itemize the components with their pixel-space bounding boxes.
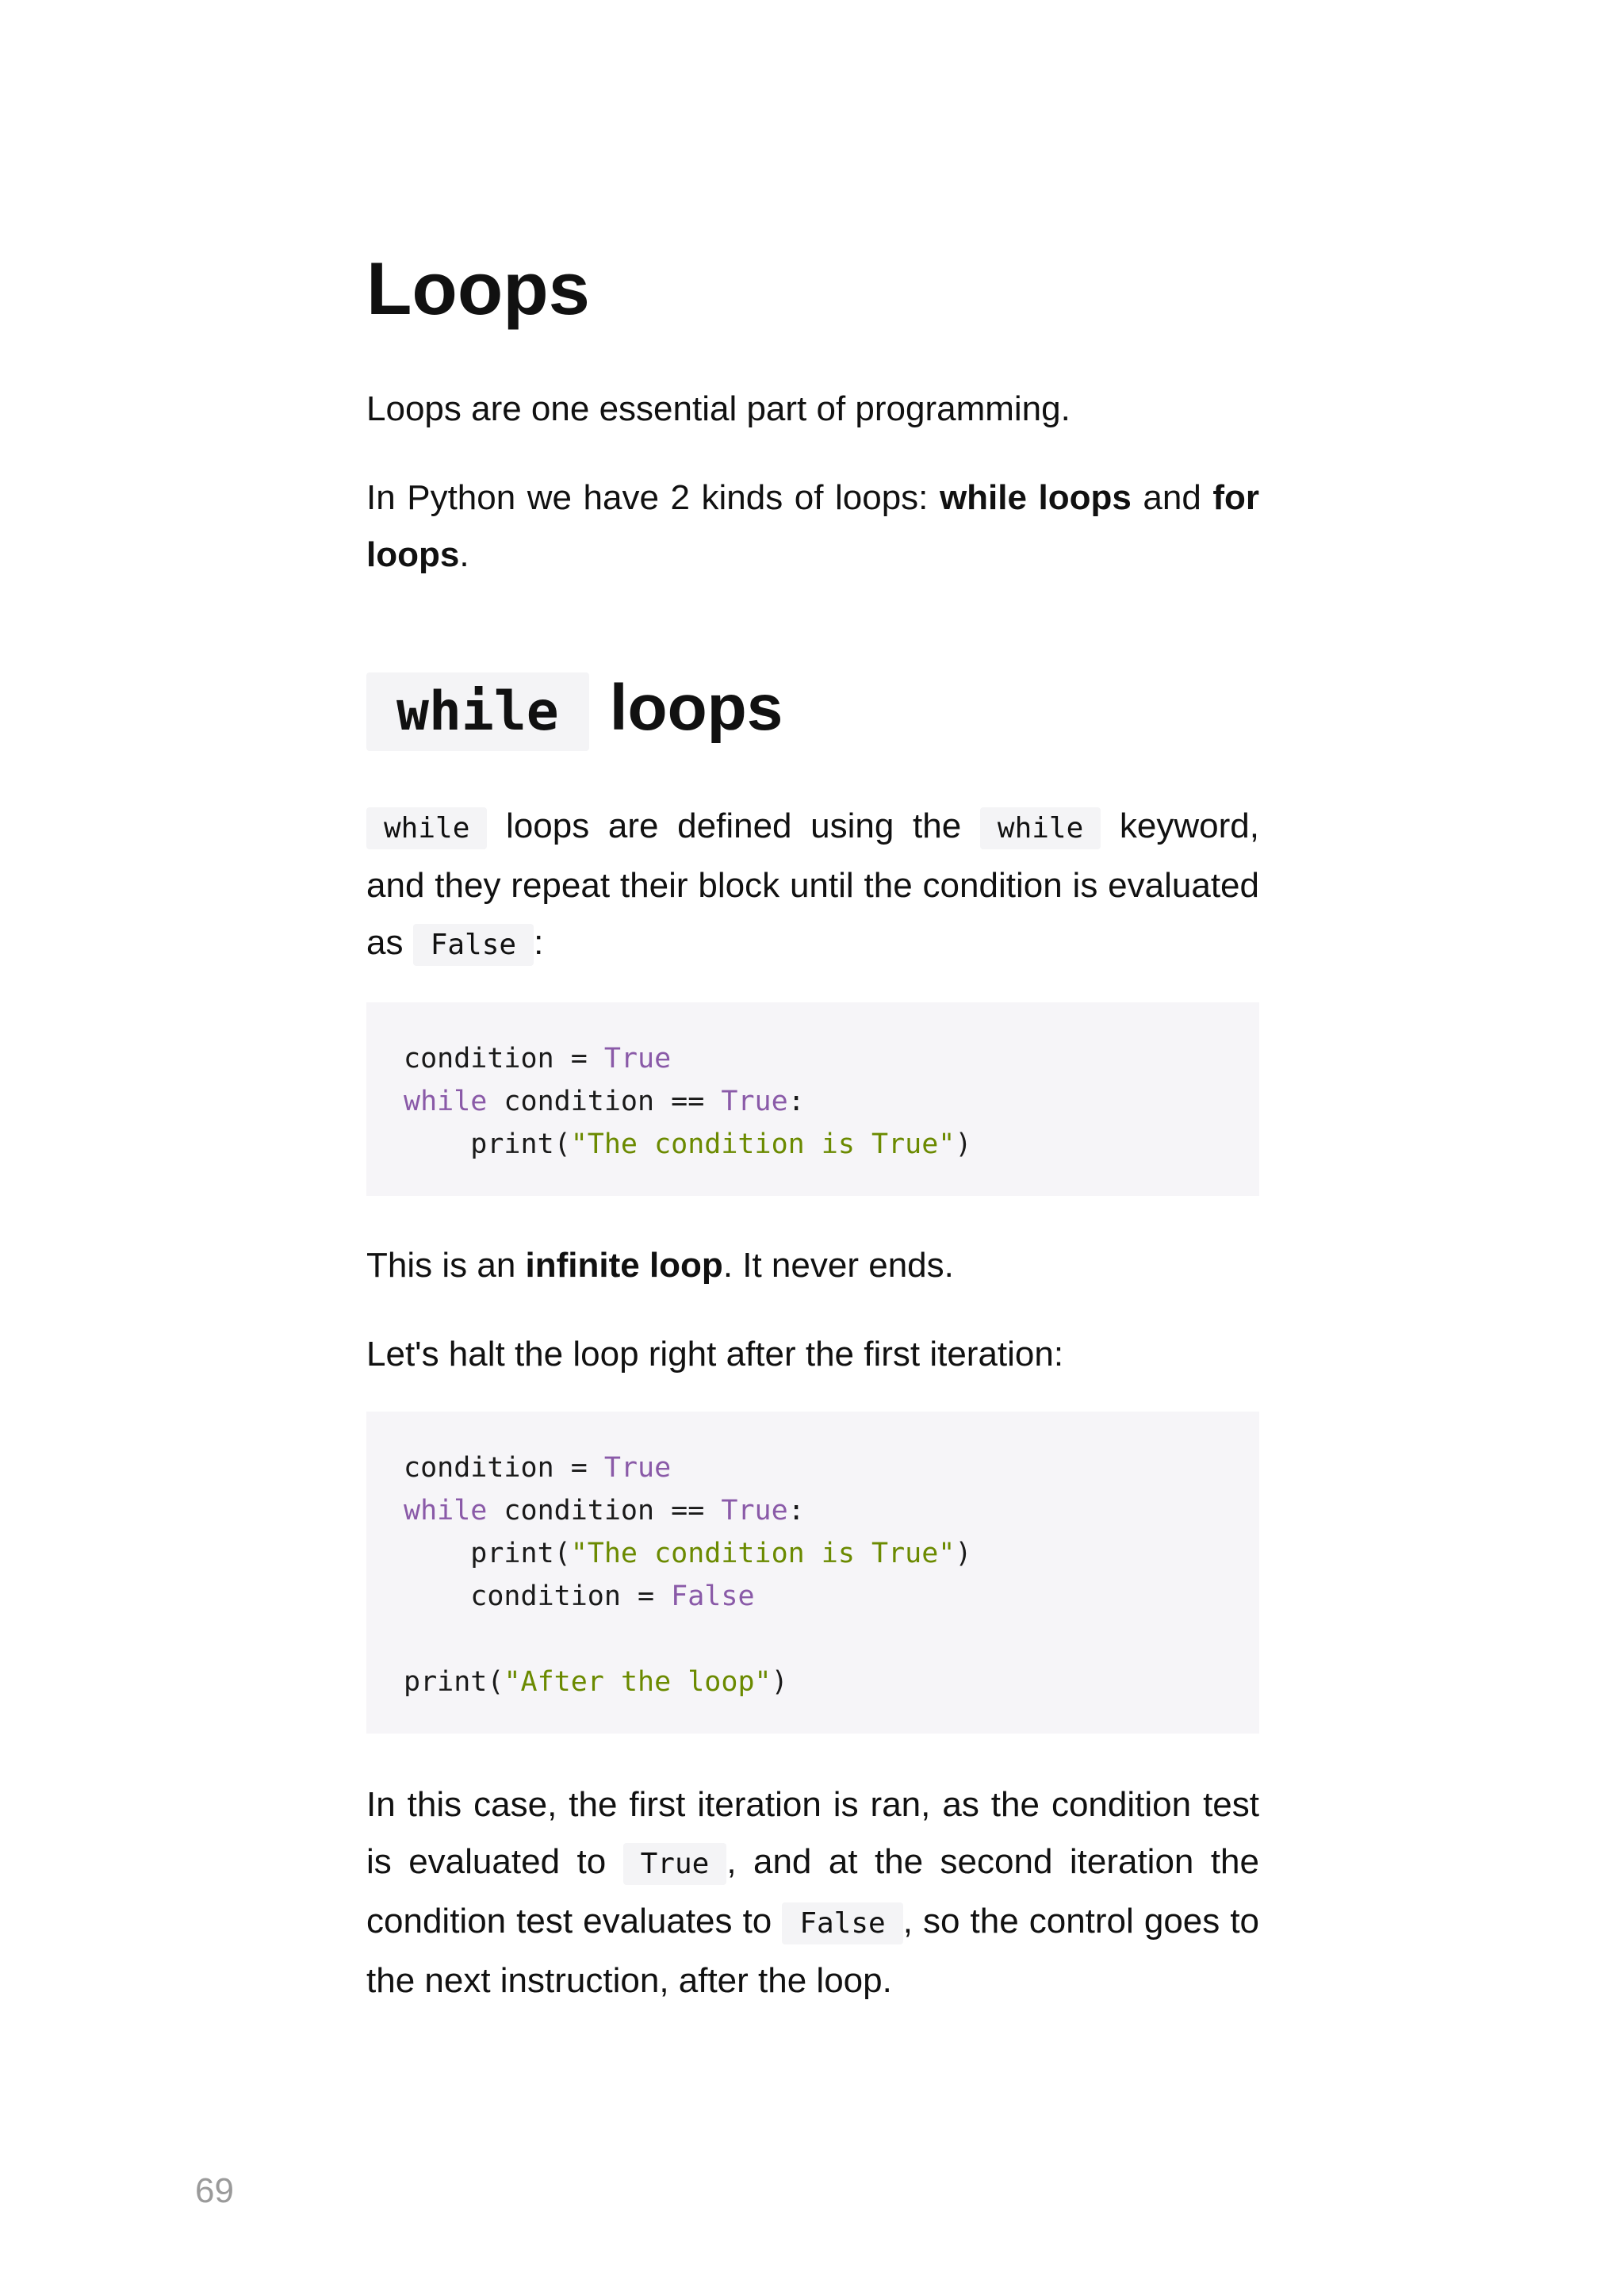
case-text-3: , so the control goes to the next instruction, after the loop. — [366, 1902, 1260, 2000]
section-heading — [366, 665, 783, 756]
inline-code-false: False — [413, 924, 534, 966]
intro-text-middle: and — [1131, 478, 1213, 517]
intro-text-before: In Python we have 2 kinds of loops: — [366, 478, 940, 517]
inline-code-false-2: False — [782, 1902, 902, 1944]
while-desc-text-1: loops are defined using the — [487, 807, 980, 845]
infinite-text-after: . It never ends. — [722, 1246, 954, 1285]
intro-paragraph-2 — [366, 469, 1259, 584]
inline-code-true: True — [623, 1843, 727, 1885]
page-number: 69 — [195, 2171, 234, 2210]
intro-bold-for-loops: for loops — [366, 478, 1259, 574]
inline-code-while-2: while — [980, 807, 1101, 849]
case-text-1: In this case, the first iteration is ran, as the condition test is evaluated to — [366, 1785, 1259, 1881]
code-line: condition = False — [404, 1580, 755, 1612]
code-line: while condition == True: — [404, 1495, 805, 1527]
infinite-loop-bold: infinite loop — [525, 1246, 723, 1285]
inline-code-while-1: while — [366, 807, 487, 849]
code-line: print("The condition is True") — [404, 1128, 972, 1160]
section-heading-word: loops — [609, 672, 783, 744]
intro-text-after: . — [459, 535, 469, 574]
section-heading-code: while — [366, 672, 589, 751]
infinite-text-before: This is an — [366, 1246, 526, 1285]
code-block-halted-loop — [366, 1412, 1259, 1734]
code-line: condition = True — [404, 1043, 672, 1075]
code-line: print("After the loop") — [404, 1666, 788, 1698]
while-description-paragraph — [366, 798, 1259, 974]
page-title: Loops — [366, 247, 590, 330]
case-text-2: , and at the second iteration the condition test evaluates to — [366, 1842, 1260, 1941]
code-line: print("The condition is True") — [404, 1538, 972, 1569]
code-line: condition = True — [404, 1452, 672, 1484]
intro-paragraph-1: Loops are one essential part of programming. — [366, 389, 1071, 428]
code-block-infinite-loop — [366, 1002, 1259, 1196]
intro-bold-while-loops: while loops — [939, 478, 1132, 517]
while-desc-text-2: keyword, and they repeat their block until the condition is evaluated as — [366, 807, 1259, 962]
while-desc-text-3: : — [534, 923, 544, 962]
code-line: while condition == True: — [404, 1086, 805, 1117]
infinite-loop-paragraph — [366, 1237, 1259, 1294]
case-explanation-paragraph — [366, 1776, 1259, 2010]
halt-loop-paragraph: Let's halt the loop right after the first iteration: — [366, 1335, 1064, 1374]
